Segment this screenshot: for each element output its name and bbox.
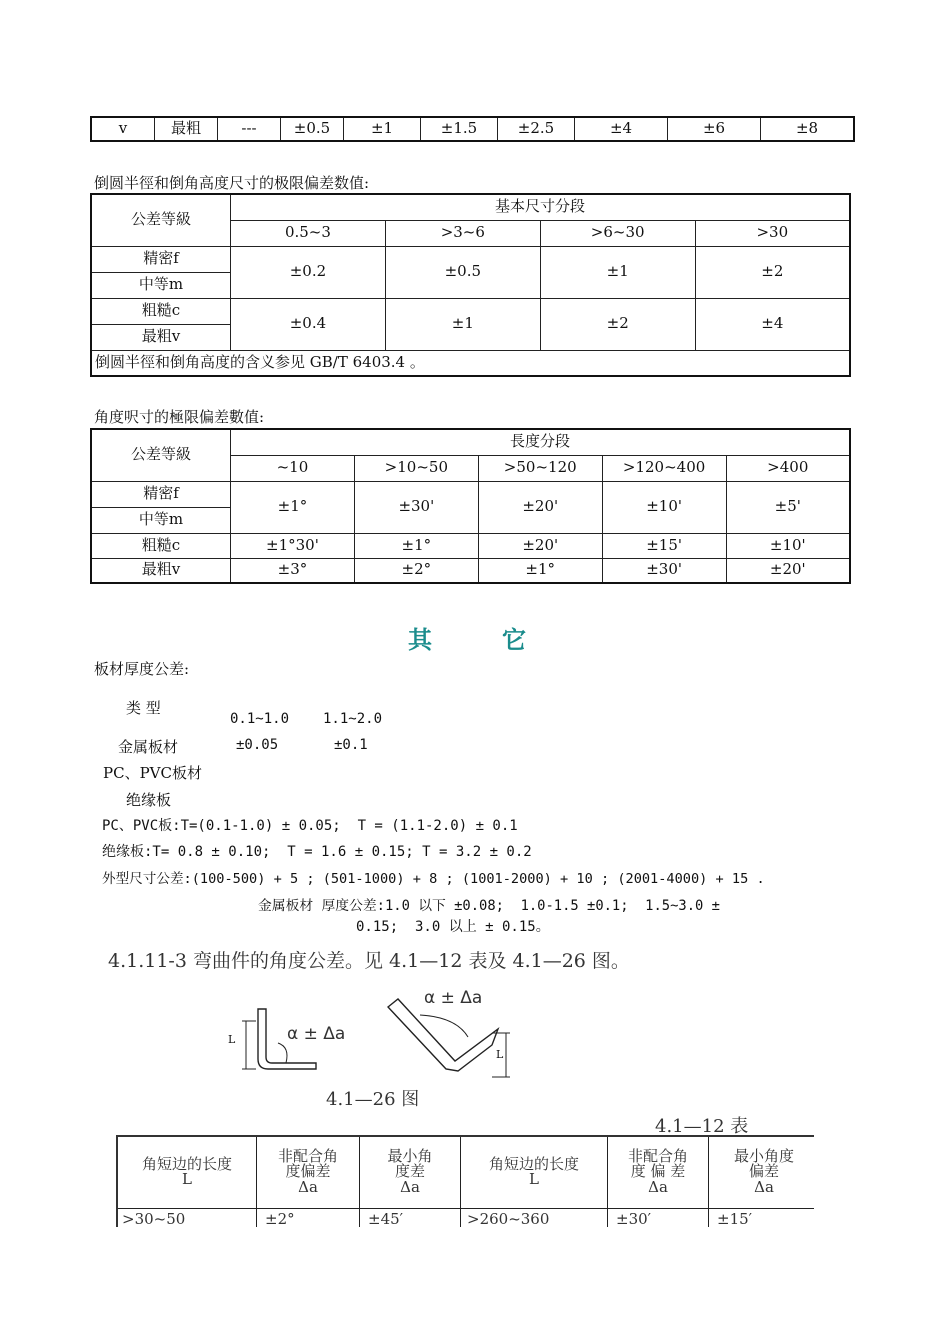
header-line: Δa [400, 1178, 420, 1197]
l-label-left: L [228, 1033, 236, 1046]
value-cell: ±15' [602, 533, 726, 558]
angle-label-right: α ± Δa [424, 988, 483, 1008]
insulation-tolerance-line: 绝缘板:T= 0.8 ± 0.10; T = 1.6 ± 0.15; T = 3.2 ± 0.2 [102, 844, 532, 860]
metal-value-1: ±0.05 [236, 737, 279, 753]
round-table [90, 193, 851, 377]
header-cell [257, 1136, 360, 1208]
grade-header: 公差等級 [91, 429, 231, 481]
round-table-caption: 倒圆半徑和倒角高度尺寸的极限偏差数值: [94, 174, 370, 192]
l-label-right: L [496, 1048, 504, 1061]
value-cell: ±20' [478, 533, 602, 558]
table-cell: 最粗 [155, 117, 218, 141]
range-cell: >50~120 [478, 455, 602, 481]
header-line: Δa [754, 1178, 774, 1197]
table-row [91, 246, 850, 272]
range-cell: >400 [726, 455, 850, 481]
value-cell: ±10' [602, 481, 726, 533]
value-cell: ±4 [695, 298, 850, 350]
table-cell: ±30′ [608, 1208, 709, 1227]
grade-cell: 中等m [91, 272, 231, 298]
header-line: 角短边的长度 [488, 1154, 579, 1173]
bend-heading: 4.1.11-3 弯曲件的角度公差。见 4.1—12 表及 4.1—26 图。 [108, 950, 630, 972]
table-row [91, 194, 850, 220]
table-cell: ±6 [668, 117, 761, 141]
table-note: 倒圆半徑和倒角高度的含义参见 GB/T 6403.4 。 [91, 350, 850, 376]
figure-caption: 4.1—26 图 [326, 1089, 420, 1110]
table-cell: ±2° [257, 1208, 360, 1227]
grade-cell: 精密f [91, 481, 231, 507]
value-cell: ±1°30' [231, 533, 355, 558]
bend-table-clip [116, 1135, 814, 1227]
header-line: 最小角度 [733, 1146, 794, 1165]
value-cell: ±20' [478, 481, 602, 533]
sheet-thickness-heading: 板材厚度公差: [94, 660, 190, 678]
value-cell: ±1 [540, 246, 695, 298]
table-caption: 4.1—12 表 [655, 1116, 749, 1137]
table-cell: ±15′ [709, 1208, 815, 1227]
value-cell: ±2 [540, 298, 695, 350]
range-header: 長度分段 [231, 429, 851, 455]
value-cell: ±1° [478, 558, 602, 583]
metal-value-2: ±0.1 [334, 737, 368, 753]
header-line: Δa [648, 1178, 668, 1197]
table-cell: ±45′ [360, 1208, 461, 1227]
range-cell: 0.5~3 [231, 220, 386, 246]
table-cell: ±1 [344, 117, 421, 141]
range-cell: >30 [695, 220, 850, 246]
value-cell: ±10' [726, 533, 850, 558]
type-label: 类 型 [126, 699, 161, 717]
table-row [91, 558, 850, 583]
header-cell [461, 1136, 608, 1208]
grade-cell: 粗糙c [91, 533, 231, 558]
header-line: 度 偏 差 [630, 1162, 686, 1181]
table-cell: ±1.5 [421, 117, 498, 141]
grade-cell: 最粗v [91, 558, 231, 583]
metal-tolerance-line-2: 0.15; 3.0 以上 ± 0.15。 [356, 919, 550, 935]
value-cell: ±0.4 [231, 298, 386, 350]
header-cell [608, 1136, 709, 1208]
table-row [91, 429, 850, 455]
value-cell: ±0.5 [385, 246, 540, 298]
insulation-label: 绝缘板 [126, 791, 172, 809]
header-line: L [529, 1170, 539, 1189]
header-cell [709, 1136, 815, 1208]
value-cell: ±2° [354, 558, 478, 583]
header-line: 度差 [394, 1162, 425, 1181]
range-cell: >10~50 [354, 455, 478, 481]
range-cell: >6~30 [540, 220, 695, 246]
header-line: L [182, 1170, 192, 1189]
table-row [91, 298, 850, 324]
table-cell: >260~360 [461, 1208, 608, 1227]
metal-label: 金属板材 [118, 738, 179, 756]
value-cell: ±2 [695, 246, 850, 298]
outer-tolerance-line: 外型尺寸公差:(100-500) + 5 ; (501-1000) + 8 ; (1001-2000) + 10 ; (2001-4000) + 15 . [102, 871, 765, 887]
header-line: 最小角 [387, 1146, 433, 1165]
range-col-2: 1.1~2.0 [323, 711, 383, 727]
table-cell: ±8 [761, 117, 855, 141]
table-row [91, 350, 850, 376]
top-row-table [90, 116, 855, 142]
table-cell: ±4 [575, 117, 668, 141]
grade-cell: 粗糙c [91, 298, 231, 324]
range-cell: >3~6 [385, 220, 540, 246]
grade-cell: 精密f [91, 246, 231, 272]
table-row [91, 533, 850, 558]
table-row [91, 117, 854, 141]
header-cell [117, 1136, 257, 1208]
range-col-1: 0.1~1.0 [230, 711, 290, 727]
header-cell [360, 1136, 461, 1208]
range-cell: >120~400 [602, 455, 726, 481]
table-cell: ±2.5 [498, 117, 575, 141]
header-line: Δa [298, 1178, 318, 1197]
value-cell: ±1° [231, 481, 355, 533]
value-cell: ±30' [602, 558, 726, 583]
value-cell: ±5' [726, 481, 850, 533]
value-cell: ±0.2 [231, 246, 386, 298]
grade-cell: 中等m [91, 507, 231, 533]
table-cell: v [91, 117, 155, 141]
range-header: 基本尺寸分段 [231, 194, 851, 220]
table-cell: --- [218, 117, 281, 141]
grade-header: 公差等級 [91, 194, 231, 246]
angle-table [90, 428, 851, 584]
header-line: 角短边的长度 [141, 1154, 232, 1173]
header-line: 非配合角 [277, 1146, 338, 1165]
angle-label-left: α ± Δa [287, 1024, 346, 1044]
table-row [91, 481, 850, 507]
header-line: 非配合角 [627, 1146, 688, 1165]
table-cell: >30~50 [117, 1208, 257, 1227]
range-cell: ~10 [231, 455, 355, 481]
metal-tolerance-line-1: 金属板材 厚度公差:1.0 以下 ±0.08; 1.0-1.5 ±0.1; 1.5~3.0 ± [258, 898, 720, 914]
angle-table-caption: 角度呎寸的極限偏差數值: [94, 408, 265, 426]
section-title-other: 其它 [408, 626, 596, 654]
table-row [117, 1208, 814, 1227]
pc-label: PC、PVC板材 [103, 764, 202, 782]
table-row [117, 1136, 814, 1208]
bend-angle-table [116, 1135, 814, 1227]
table-cell: ±0.5 [281, 117, 344, 141]
value-cell: ±20' [726, 558, 850, 583]
value-cell: ±1° [354, 533, 478, 558]
pc-tolerance-line: PC、PVC板:T=(0.1-1.0) ± 0.05; T = (1.1-2.0) ± 0.1 [102, 818, 518, 834]
grade-cell: 最粗v [91, 324, 231, 350]
value-cell: ±1 [385, 298, 540, 350]
value-cell: ±30' [354, 481, 478, 533]
header-line: 度偏差 [285, 1162, 331, 1181]
header-line: 偏差 [748, 1162, 779, 1181]
value-cell: ±3° [231, 558, 355, 583]
